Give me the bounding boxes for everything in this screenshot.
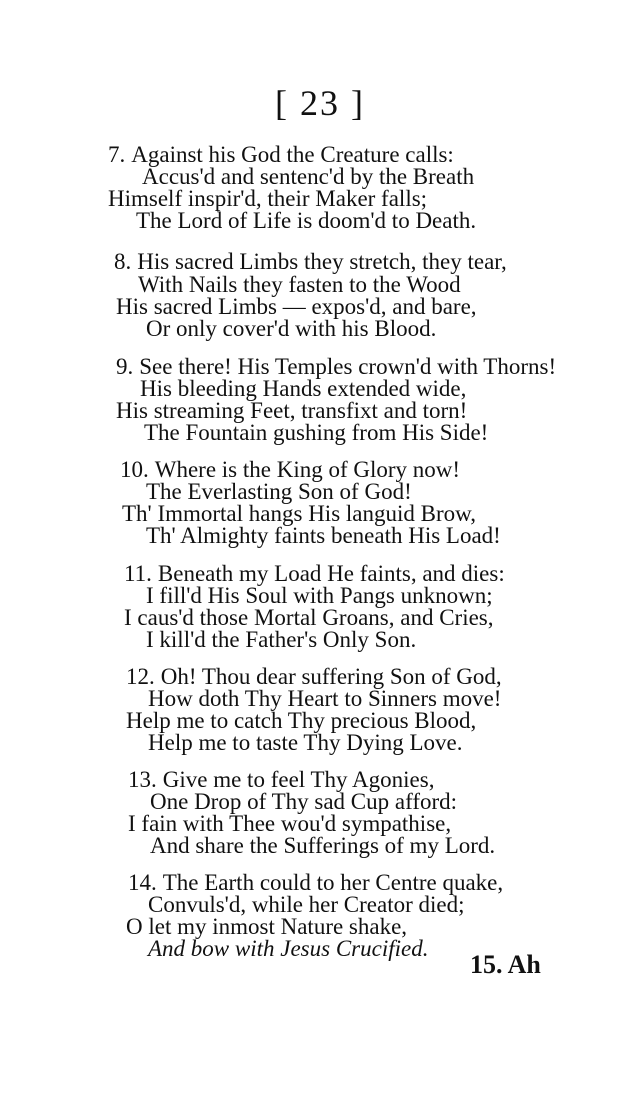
verse-line: The Fountain gushing from His Side! <box>144 420 489 445</box>
catchword: 15. Ah <box>470 950 541 979</box>
verse-line: Or only cover'd with his Blood. <box>146 316 437 341</box>
verse-line: Accus'd and sentenc'd by the Breath <box>142 164 475 189</box>
stanza-number: 8. <box>114 249 132 274</box>
verse-line: Help me to catch Thy precious Blood, <box>126 708 477 733</box>
verse-line: His streaming Feet, transfixt and torn! <box>116 398 468 423</box>
verse-line: His bleeding Hands extended wide, <box>140 376 467 401</box>
page-number: [ 23 ] <box>275 83 365 123</box>
verse-line: And bow with Jesus Crucified. <box>148 936 429 961</box>
verse-line: 9. See there! His Temples crown'd with Thorns! <box>116 354 557 379</box>
verse-line: One Drop of Thy sad Cup afford: <box>150 789 458 814</box>
verse-line: How doth Thy Heart to Sinners move! <box>148 686 502 711</box>
verse-line: Himself inspir'd, their Maker falls; <box>108 186 428 211</box>
verse-line: O let my inmost Nature shake, <box>126 914 408 939</box>
stanza-number: 10. <box>120 457 149 482</box>
verse-line: And share the Sufferings of my Lord. <box>150 833 496 858</box>
verse-line: 13. Give me to feel Thy Agonies, <box>128 767 435 792</box>
verse-line: I fain with Thee wou'd sympathise, <box>128 811 452 836</box>
stanza-number: 12. <box>126 664 155 689</box>
stanza-number: 11. <box>124 561 152 586</box>
stanza-number: 13. <box>128 767 157 792</box>
verse-line: The Lord of Life is doom'd to Death. <box>136 208 477 233</box>
verse-line: I caus'd those Mortal Groans, and Cries, <box>124 605 494 630</box>
stanza-number: 7. <box>108 142 126 167</box>
verse-line: 8. His sacred Limbs they stretch, they tear, <box>114 249 507 274</box>
verse-line: 11. Beneath my Load He faints, and dies: <box>124 561 505 586</box>
verse-line: 10. Where is the King of Glory now! <box>120 457 461 482</box>
verse-line: With Nails they fasten to the Wood <box>138 272 461 297</box>
stanza-number: 14. <box>128 870 157 895</box>
verse-line: 14. The Earth could to her Centre quake, <box>128 870 504 895</box>
verse-line: Th' Almighty faints beneath His Load! <box>146 523 501 548</box>
verse-line: 7. Against his God the Creature calls: <box>108 142 454 167</box>
stanza-number: 9. <box>116 354 134 379</box>
verse-line: Convuls'd, while her Creator died; <box>148 892 465 917</box>
verse-line: Help me to taste Thy Dying Love. <box>148 730 463 755</box>
verse-line: 12. Oh! Thou dear suffering Son of God, <box>126 664 502 689</box>
verse-line: Th' Immortal hangs His languid Brow, <box>122 501 476 526</box>
verse-line: I kill'd the Father's Only Son. <box>146 627 417 652</box>
verse-line: His sacred Limbs — expos'd, and bare, <box>116 294 477 319</box>
verse-line: I fill'd His Soul with Pangs unknown; <box>146 583 493 608</box>
verse-line: The Everlasting Son of God! <box>146 479 412 504</box>
